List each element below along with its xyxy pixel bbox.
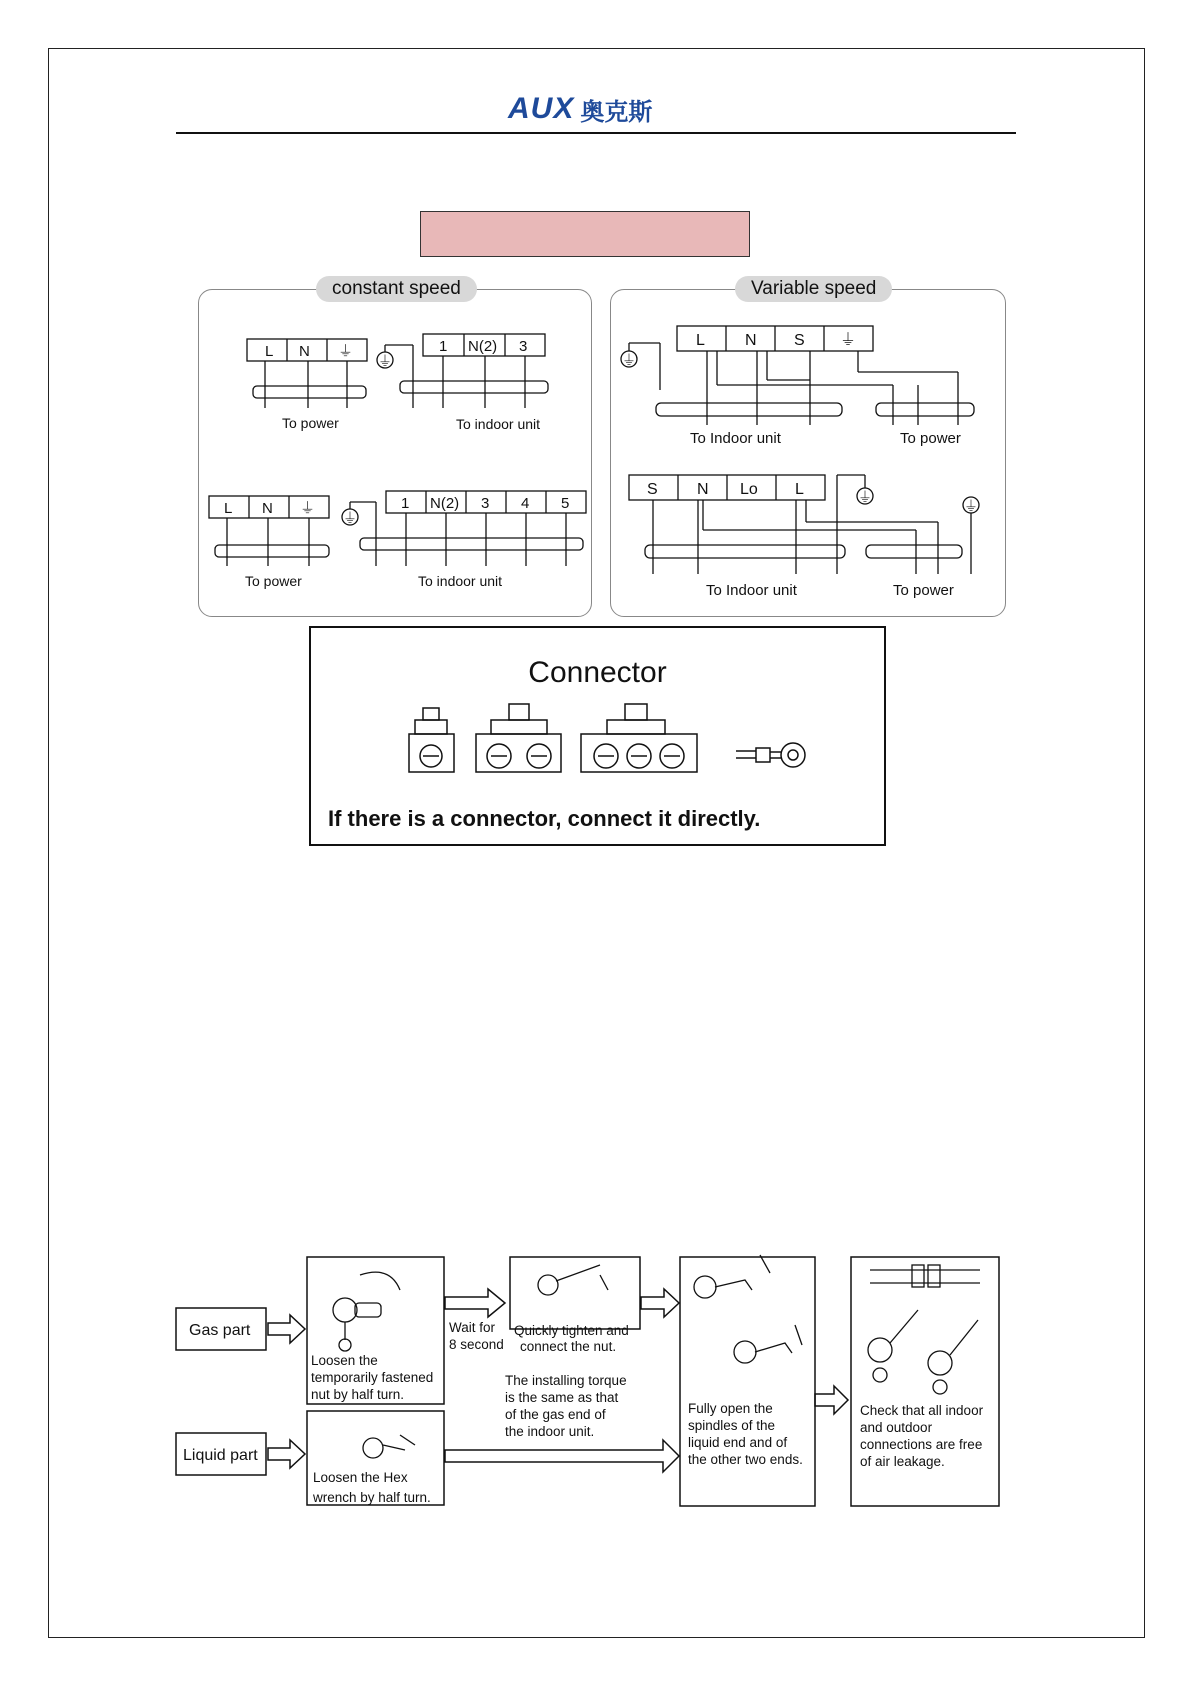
step-open-text: Fully open the spindles of the liquid end and of the other two ends. [688, 1401, 803, 1467]
liquid-part-label: Liquid part [183, 1447, 258, 1464]
single-connector-icon [409, 708, 454, 772]
connector-box [309, 626, 886, 846]
cs2-power-term: ⏚ [300, 500, 316, 517]
vs1-to-indoor: To Indoor unit [690, 430, 781, 447]
wait-text: Wait for 8 second [449, 1320, 504, 1352]
cs2-indoor-term: 3 [481, 495, 490, 512]
torque-note-text: The installing torque is the same as that of the gas end of the indoor unit. [505, 1373, 627, 1439]
vs-diagram-2 [629, 475, 979, 599]
ring-terminal-icon [736, 743, 805, 767]
brand-latin: AUX [508, 92, 575, 125]
cs1-indoor-term: 1 [439, 338, 448, 355]
gas-part-label: Gas part [189, 1322, 251, 1339]
step-loosen-hex-text: Loosen the Hex wrench by half turn. [313, 1470, 431, 1505]
vs2-term: Lo [740, 481, 758, 498]
variable-speed-title: Variable speed [735, 276, 892, 302]
step-tighten-box [510, 1257, 640, 1329]
cs1-to-indoor: To indoor unit [456, 416, 541, 432]
cs2-to-indoor: To indoor unit [418, 573, 503, 589]
cs2-to-power: To power [245, 573, 302, 589]
cs-diagram-1 [247, 334, 548, 432]
svg-text:⏚: ⏚ [378, 353, 392, 369]
svg-text:⏚: ⏚ [964, 498, 978, 514]
step-loosen-nut-text: Loosen the temporarily fastened nut by half turn. [311, 1353, 434, 1402]
vs-diagram-1 [621, 326, 974, 447]
cs2-indoor-term: 5 [561, 495, 570, 512]
cs1-to-power: To power [282, 415, 339, 431]
vs2-term: L [795, 481, 804, 498]
vs1-term: N [745, 332, 757, 349]
cs2-power-term: N [262, 500, 273, 517]
cs-diagram-2 [209, 491, 586, 589]
svg-text:⏚: ⏚ [622, 352, 636, 368]
svg-text:⏚: ⏚ [343, 510, 357, 526]
vs2-to-indoor: To Indoor unit [706, 582, 797, 599]
brand-cjk: 奥克斯 [580, 97, 653, 126]
connector-illustrations [311, 698, 888, 798]
cs2-indoor-term: N(2) [430, 495, 460, 512]
double-connector-icon [476, 704, 561, 772]
vs2-term: N [697, 481, 709, 498]
wiring-diagrams [0, 0, 1191, 640]
cs1-power-term: ⏚ [338, 343, 354, 360]
vs2-term: S [647, 481, 658, 498]
cs1-power-term: N [299, 343, 310, 360]
vs1-term: ⏚ [840, 332, 857, 349]
connector-title: Connector [528, 656, 667, 689]
connector-note: If there is a connector, connect it directly. [328, 806, 761, 831]
vs2-to-power: To power [893, 582, 954, 599]
triple-connector-icon [581, 704, 697, 772]
cs1-power-term: L [265, 343, 274, 360]
cs1-indoor-term: N(2) [468, 338, 498, 355]
constant-speed-title: constant speed [316, 276, 477, 302]
svg-text:⏚: ⏚ [858, 489, 872, 505]
vs1-term: S [794, 332, 805, 349]
step-open-box [680, 1257, 815, 1506]
step-check-text: Check that all indoor and outdoor connections are free of air leakage. [860, 1403, 984, 1469]
vs1-to-power: To power [900, 430, 961, 447]
vs1-term: L [696, 332, 705, 349]
refrigerant-flow-chart [0, 1235, 1191, 1565]
cs2-indoor-term: 1 [401, 495, 410, 512]
cs2-indoor-term: 4 [521, 495, 530, 512]
step-tighten-text: Quickly tighten and connect the nut. [514, 1323, 629, 1354]
cs1-indoor-term: 3 [519, 338, 528, 355]
cs2-power-term: L [224, 500, 233, 517]
